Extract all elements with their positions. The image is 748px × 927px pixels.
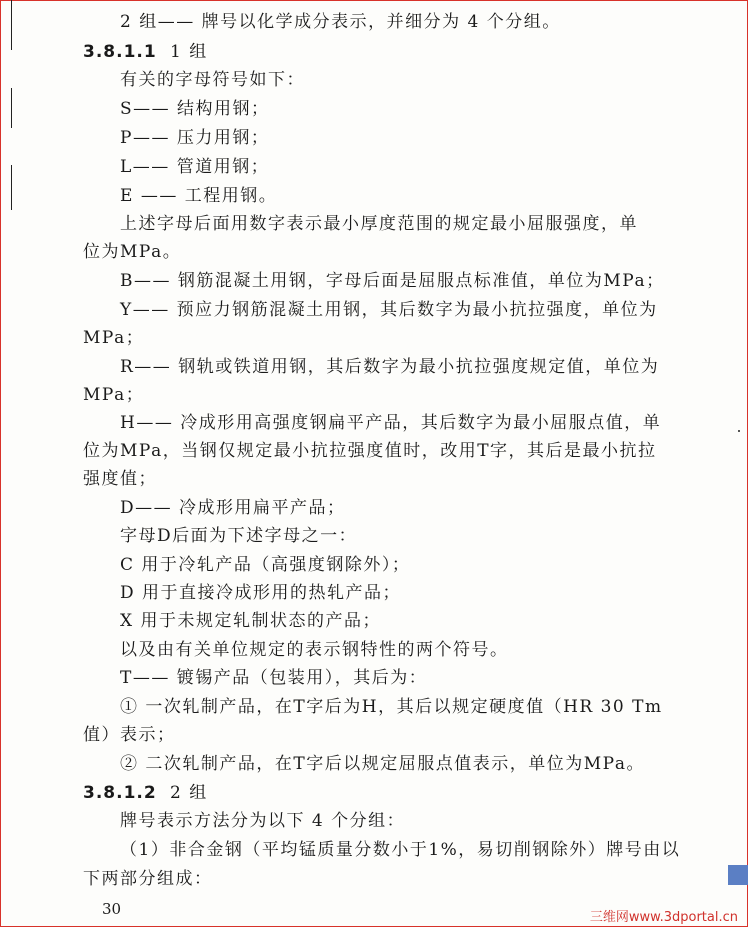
text-line: Y—— 预应力钢筋混凝土用钢，其后数字为最小抗拉强度，单位为 xyxy=(120,300,658,320)
text-line: （1）非合金钢（平均锰质量分数小于1%，易切削钢除外）牌号由以 xyxy=(120,840,681,860)
section-title: 1 组 xyxy=(170,42,208,62)
text-line: 以及由有关单位规定的表示钢特性的两个符号。 xyxy=(120,640,509,660)
text-line: 上述字母后面用数字表示最小厚度范围的规定最小屈服强度，单 xyxy=(120,214,638,234)
scan-speck xyxy=(738,430,740,432)
text-line: 位为MPa。 xyxy=(83,242,182,262)
text-line: 下两部分组成： xyxy=(83,869,213,889)
text-line: 2 组—— 牌号以化学成分表示，并细分为 4 个分组。 xyxy=(120,12,561,32)
text-line: MPa； xyxy=(83,328,145,348)
text-line: ① 一次轧制产品，在T字后为H，其后以规定硬度值（HR 30 Tm xyxy=(120,697,663,717)
section-number: 3.8.1.1 xyxy=(83,42,157,62)
text-line: 位为MPa，当钢仅规定最小抗拉强度值时，改用T字，其后是最小抗拉 xyxy=(83,441,657,461)
text-line: H—— 冷成形用高强度钢扁平产品，其后数字为最小屈服点值，单 xyxy=(120,413,662,433)
text-line: L—— 管道用钢； xyxy=(120,157,270,177)
text-line: 值）表示； xyxy=(83,725,176,745)
text-line: P—— 压力用钢； xyxy=(120,128,270,148)
text-line: S—— 结构用钢； xyxy=(120,99,270,119)
text-line: R—— 钢轨或铁道用钢，其后数字为最小抗拉强度规定值，单位为 xyxy=(120,357,660,377)
text-line: X 用于未规定轧制状态的产品； xyxy=(120,611,382,631)
text-line: 强度值； xyxy=(83,469,157,489)
binding-edge-mark xyxy=(11,88,12,128)
text-line: 有关的字母符号如下： xyxy=(120,70,305,90)
text-line: B—— 钢筋混凝土用钢，字母后面是屈服点标准值，单位为MPa； xyxy=(120,271,665,291)
text-line: MPa； xyxy=(83,385,145,405)
text-line: D—— 冷成形用扁平产品； xyxy=(120,498,346,518)
text-line: T—— 镀锡产品（包装用），其后为： xyxy=(120,668,428,688)
text-line: C 用于冷轧产品（高强度钢除外）； xyxy=(120,555,411,575)
text-line: D 用于直接冷成形用的热轧产品； xyxy=(120,583,402,603)
text-line: E —— 工程用钢。 xyxy=(120,186,278,206)
text-line: 字母D后面为下述字母之一： xyxy=(120,526,358,546)
scroll-marker xyxy=(728,865,748,885)
binding-edge-mark xyxy=(11,165,12,210)
page-number: 30 xyxy=(102,900,122,918)
watermark: 三维网www.3dportal.cn xyxy=(589,910,738,925)
binding-edge-mark xyxy=(11,0,12,50)
section-number: 3.8.1.2 xyxy=(83,783,157,803)
text-line: ② 二次轧制产品，在T字后以规定屈服点值表示，单位为MPa。 xyxy=(120,754,645,774)
text-line: 牌号表示方法分为以下 4 个分组： xyxy=(120,811,406,831)
section-title: 2 组 xyxy=(170,783,208,803)
